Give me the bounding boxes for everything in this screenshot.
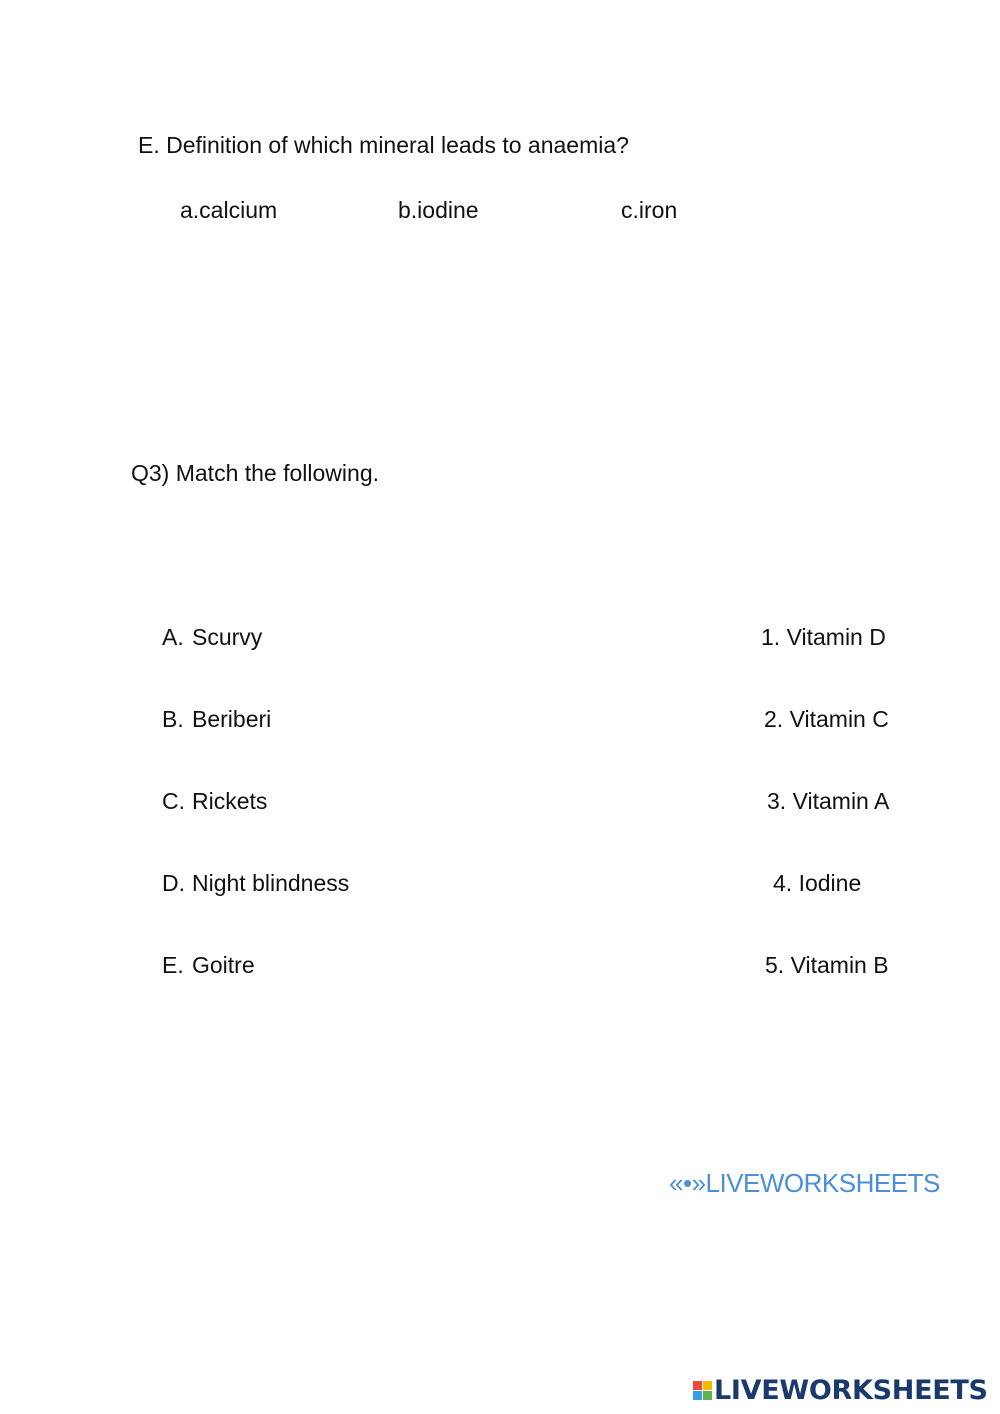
logo-squares-icon [693,1381,712,1400]
logo-text: LIVEWORKSHEETS [714,1374,988,1406]
right-item: 3. Vitamin A [767,788,890,814]
left-item-letter: C. [162,788,185,814]
option-a: a.calcium [180,197,278,223]
left-item-text: Night blindness [192,870,350,896]
left-item-letter: E. [162,952,184,978]
q3-title: Q3) Match the following. [131,460,380,486]
right-item: 2. Vitamin C [764,706,889,732]
right-item: 4. Iodine [773,870,862,896]
left-item-text: Rickets [192,788,268,814]
liveworksheets-watermark: «•»LIVEWORKSHEETS [669,1168,940,1198]
liveworksheets-logo [693,1374,988,1406]
left-item-text: Beriberi [192,706,272,732]
option-c: c.iron [621,197,678,223]
question-e-text: E. Definition of which mineral leads to anaemia? [138,132,629,158]
option-b: b.iodine [398,197,479,223]
left-item-text: Goitre [192,952,255,978]
left-item-text: Scurvy [192,624,263,650]
right-item: 5. Vitamin B [765,952,889,978]
left-item-letter: A. [162,624,184,650]
left-item-letter: B. [162,706,184,732]
left-item-letter: D. [162,870,185,896]
right-item: 1. Vitamin D [761,624,886,650]
